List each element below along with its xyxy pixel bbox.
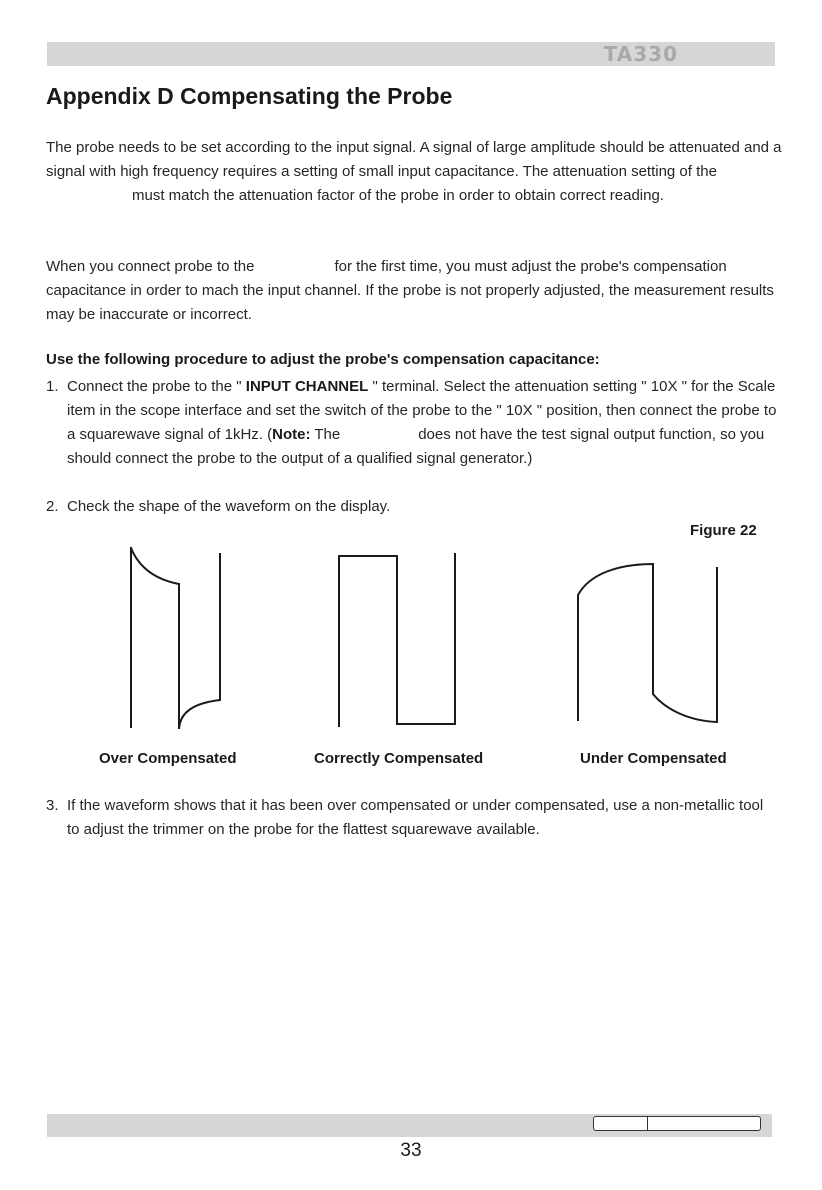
step-number: 3. [46,797,59,814]
step-body: If the waveform shows that it has been over compensated or under compensated, use a non-metallic tool to adjust the trimmer on the probe for the flattest squarewave available. [67,797,764,838]
connect-text-a: When you connect probe to the [46,258,255,275]
input-channel-label: INPUT CHANNEL [245,378,369,395]
step-number: 1. [46,378,59,395]
caption-under-compensated: Under Compensated [580,750,727,767]
page-number: 33 [400,1140,422,1161]
caption-correctly-compensated: Correctly Compensated [314,750,484,767]
footer-tab-box [593,1116,761,1131]
footer-tab-divider [647,1117,648,1130]
page-title: Appendix D Compensating the Probe [46,83,453,109]
step-body: Check the shape of the waveform on the display. [67,498,391,515]
procedure-heading: Use the following procedure to adjust the probe's compensation capacitance: [46,351,600,368]
intro-paragraph [46,136,786,208]
step-number: 2. [46,498,59,515]
connect-text-b: for the first time, you must adjust the probe's compensation capacitance in order to mach the input channel. If the probe is not properly adjusted, the measurement results may be inaccurate or incorrect. [46,258,774,323]
brand-logo: TA330 [603,42,678,66]
waveform-figure [0,540,822,740]
figure-label: Figure 22 [690,522,757,539]
over-compensated-waveform [131,548,220,729]
caption-over-compensated: Over Compensated [99,750,237,767]
correctly-compensated-waveform [339,554,455,726]
step-body: Connect the probe to the " INPUT CHANNEL " terminal. Select the attenuation setting " 10X " for the Scale item in the scope interface and set the switch of the probe to the " 10X " position, then connect the probe to a squarewave signal of 1kHz. (Note: The does not have the test signal output function, so you should connect the probe to the output of a qualified signal generator.) [67,378,777,467]
connect-paragraph [46,255,786,327]
intro-text-b: must match the attenuation factor of the probe in order to obtain correct reading. [132,187,664,204]
under-compensated-waveform [578,564,717,722]
note-label: Note: [272,426,311,443]
intro-text-a: The probe needs to be set according to the input signal. A signal of large amplitude should be attenuated and a signal with high frequency requires a setting of small input capacitance. The attenuation setting of the [46,139,782,180]
